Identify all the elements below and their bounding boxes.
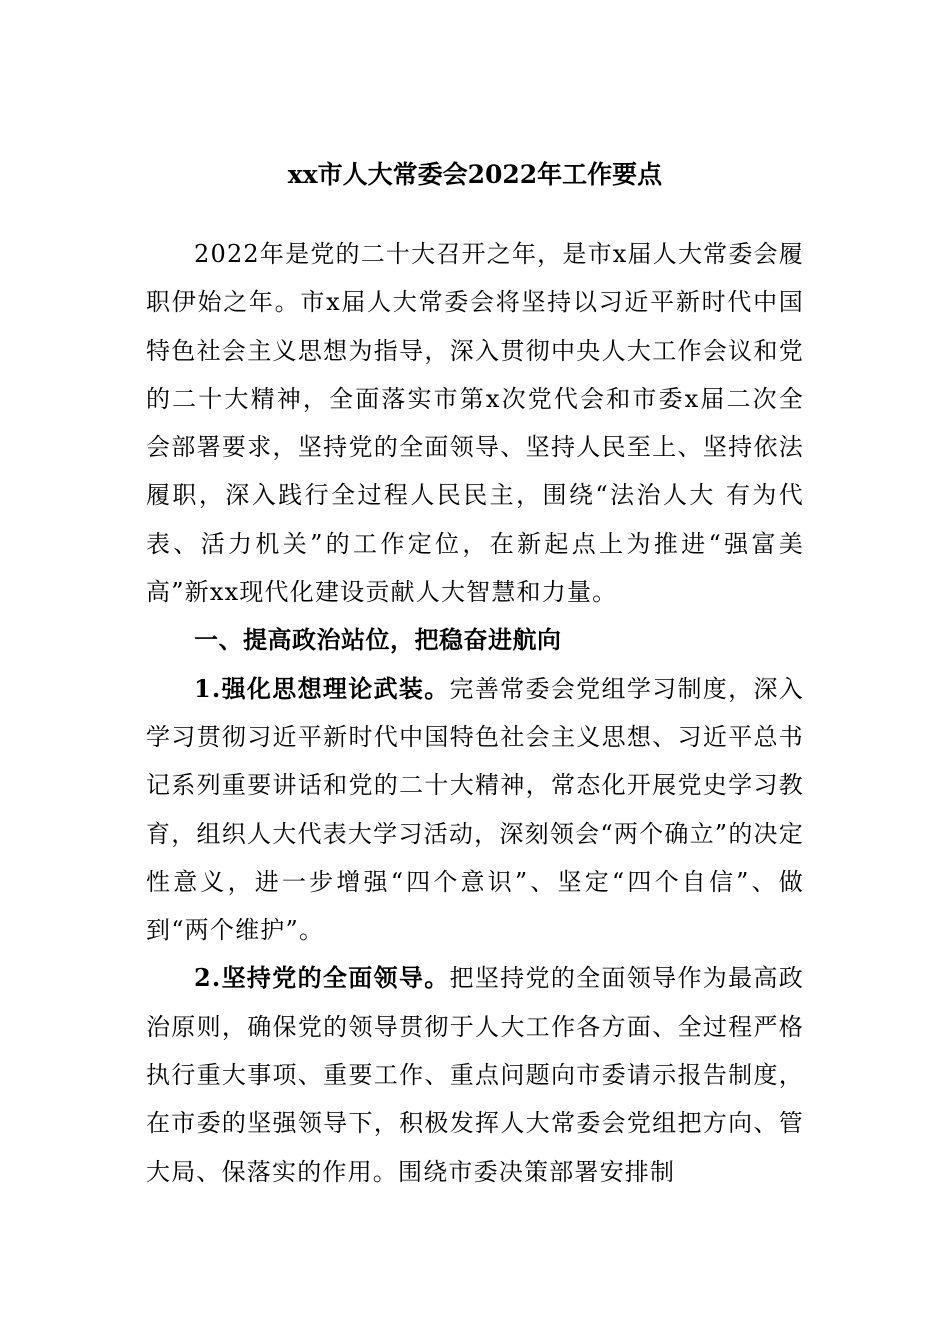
section-heading <box>146 616 804 664</box>
section-1-heading: 一、提高政治站位，把稳奋进航向 <box>194 626 562 655</box>
item-paragraph <box>146 954 804 1195</box>
item-1-heading: 1.强化思想理论武装。 <box>194 673 450 703</box>
item-paragraph <box>146 665 804 955</box>
document-body <box>146 230 804 1196</box>
intro-paragraph: 2022年是党的二十大召开之年，是市x届人大常委会履职伊始之年。市x届人大常委会将坚持以习近平新时代中国特色社会主义思想为指导，深入贯彻中央人大工作会议和党的二十大精神，全面落实市第x次党代会和市委x届二次全会部署要求，坚持党的全面领导、坚持人民至上、坚持依法履职，深入践行全过程人民民主，围绕“法治人大 有为代表、活力机关”的工作定位，在新起点上为推进“强富美高”新xx现代化建设贡献人大智慧和力量。 <box>146 240 804 607</box>
item-1-text: 完善常委会党组学习制度，深入学习贯彻习近平新时代中国特色社会主义思想、习近平总书记系列重要讲话和党的二十大精神，常态化开展党史学习教育，组织人大代表大学习活动，深刻领会“两个确立”的决定性意义，进一步增强“四个意识”、坚定“四个自信”、做到“两个维护”。 <box>146 674 804 945</box>
item-2-text: 把坚持党的全面领导作为最高政治原则，确保党的领导贯彻于人大工作各方面、全过程严格执行重大事项、重要工作、重点问题向市委请示报告制度，在市委的坚强领导下，积极发挥人大常委会党组把方向、管大局、保落实的作用。围绕市委决策部署安排制 <box>146 964 804 1186</box>
document-title: xx市人大常委会2022年工作要点 <box>287 160 663 189</box>
item-2-heading: 2.坚持党的全面领导。 <box>194 963 450 993</box>
